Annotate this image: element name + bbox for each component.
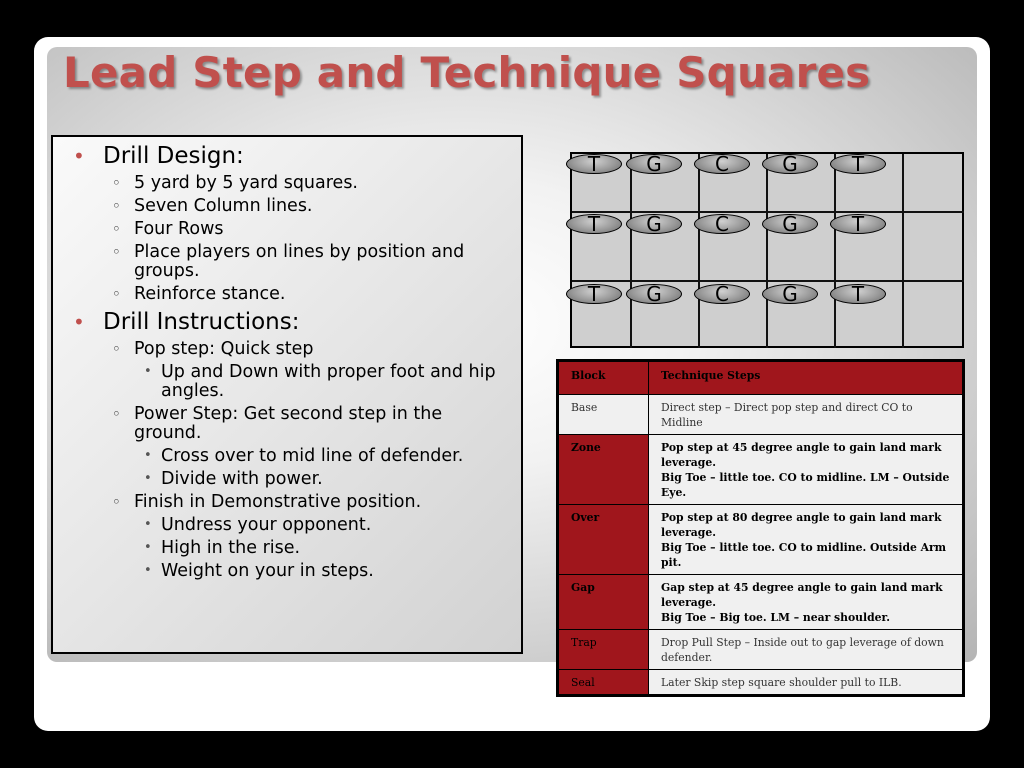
player-position-oval: C [694,154,750,174]
table-header-block: Block [558,361,649,395]
sub-sub-bullet: • Up and Down with proper foot and hip angles. [144,362,496,401]
steps-cell: Gap step at 45 degree angle to gain land mark leverage. Big Toe – Big toe. LM – near shoulder. [649,575,964,630]
circle-bullet-icon: ◦ [112,220,121,238]
slide-title: Lead Step and Technique Squares [63,48,871,97]
steps-cell: Pop step at 80 degree angle to gain land mark leverage. Big Toe – little toe. CO to midline. Outside Arm pit. [649,505,964,575]
sub-bullet: ◦ Seven Column lines. [112,196,313,216]
sub-sub-bullet: • High in the rise. [144,538,301,558]
grid-square [904,154,964,213]
steps-cell: Later Skip step square shoulder pull to ILB. [649,670,964,696]
player-position-oval: C [694,214,750,234]
small-bullet-icon: • [144,540,152,555]
grid-square [904,282,964,348]
player-position-oval: G [626,214,682,234]
table-row [558,630,964,670]
bullet-drill-instructions: • Drill Instructions: [73,309,300,335]
circle-bullet-icon: ◦ [112,493,121,511]
bullet-drill-design: • Drill Design: [73,143,244,169]
sub-bullet: ◦ Pop step: Quick step [112,339,314,359]
table-row [558,505,964,575]
small-bullet-icon: • [144,471,152,486]
sub-sub-bullet: • Undress your opponent. [144,515,372,535]
steps-cell: Pop step at 45 degree angle to gain land mark leverage. Big Toe – little toe. CO to midline. LM – Outside Eye. [649,435,964,505]
block-cell: Trap [558,630,649,670]
sub-bullet: ◦ 5 yard by 5 yard squares. [112,173,358,193]
sub-sub-bullet: • Weight on your in steps. [144,561,374,581]
sub-bullet: ◦ Four Rows [112,219,224,239]
circle-bullet-icon: ◦ [112,174,121,192]
player-position-oval: T [830,154,886,174]
player-position-oval: T [566,214,622,234]
block-cell: Over [558,505,649,575]
player-position-oval: G [626,154,682,174]
player-position-oval: T [830,284,886,304]
block-cell: Seal [558,670,649,696]
bullet-textbox [51,135,523,654]
grid-square [904,213,964,282]
circle-bullet-icon: ◦ [112,405,121,423]
circle-bullet-icon: ◦ [112,285,121,303]
sub-bullet: ◦ Reinforce stance. [112,284,286,304]
sub-bullet: ◦ Finish in Demonstrative position. [112,492,422,512]
table-row [558,670,964,696]
sub-bullet: ◦ Power Step: Get second step in the ground. [112,404,443,443]
player-position-oval: G [626,284,682,304]
small-bullet-icon: • [144,563,152,578]
circle-bullet-icon: ◦ [112,243,121,261]
player-position-oval: G [762,214,818,234]
small-bullet-icon: • [144,448,152,463]
small-bullet-icon: • [144,517,152,532]
bullet-icon: • [73,144,85,168]
player-position-oval: T [830,214,886,234]
player-position-oval: T [566,284,622,304]
block-cell: Zone [558,435,649,505]
block-cell: Base [558,395,649,435]
player-position-oval: G [762,154,818,174]
table-row [558,435,964,505]
sub-sub-bullet: • Divide with power. [144,469,323,489]
steps-cell: Direct step – Direct pop step and direct CO to Midline [649,395,964,435]
table-row [558,575,964,630]
drill-squares-diagram [570,152,964,348]
small-bullet-icon: • [144,364,152,379]
table-header-row [558,361,964,395]
bullet-icon: • [73,310,85,334]
player-position-oval: T [566,154,622,174]
block-cell: Gap [558,575,649,630]
circle-bullet-icon: ◦ [112,197,121,215]
sub-bullet: ◦ Place players on lines by position and groups. [112,242,465,281]
technique-table [556,359,965,697]
steps-cell: Drop Pull Step – Inside out to gap leverage of down defender. [649,630,964,670]
table-header-steps: Technique Steps [649,361,964,395]
table-row [558,395,964,435]
player-position-oval: G [762,284,818,304]
player-position-oval: C [694,284,750,304]
sub-sub-bullet: • Cross over to mid line of defender. [144,446,464,466]
circle-bullet-icon: ◦ [112,340,121,358]
